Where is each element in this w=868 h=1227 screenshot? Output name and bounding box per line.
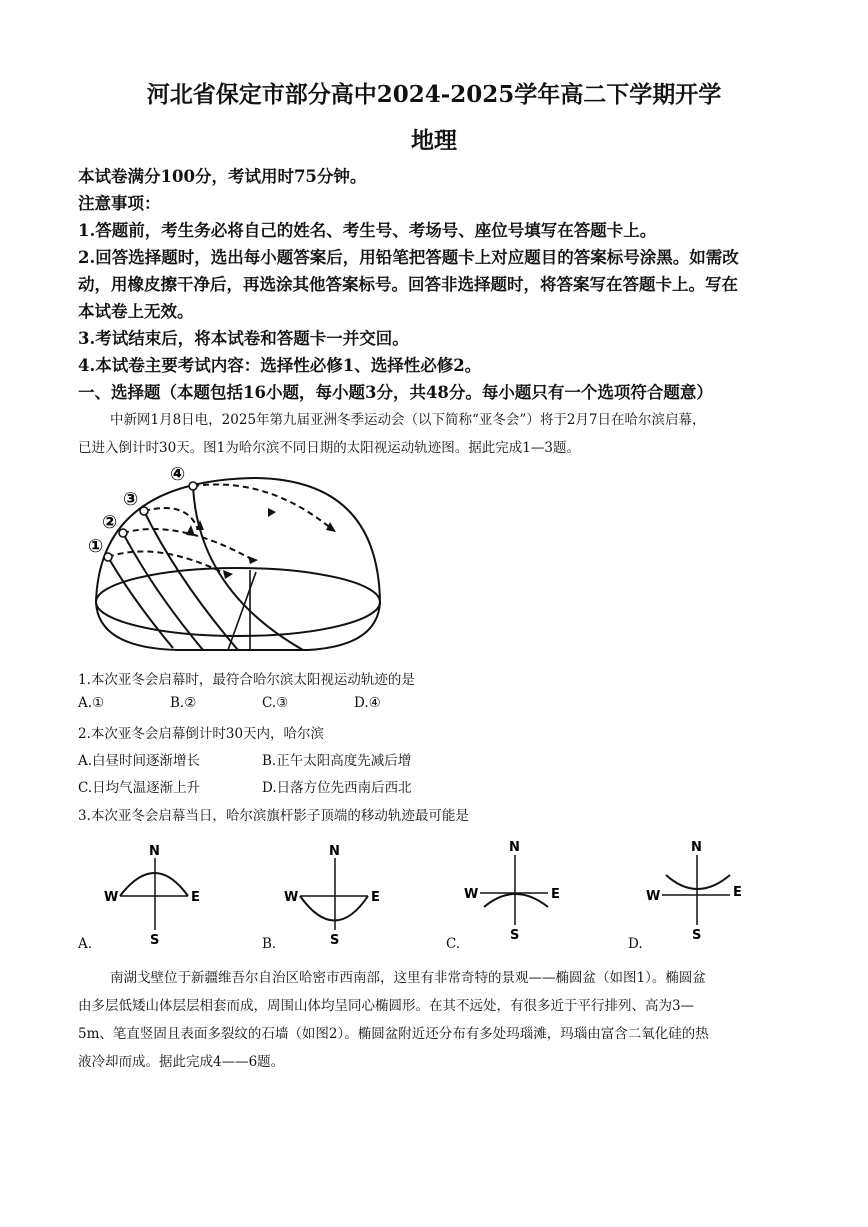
compass-w: W (646, 889, 661, 904)
shadow-path-option-d[interactable] (642, 835, 752, 945)
passage-2-line-2: 由多层低矮山体层层相套而成，周围山体均呈同心椭圆形。在其不远处，有很多近于平行排列、高为3— (78, 998, 695, 1014)
note-2-line-2: 动，用橡皮擦干净后，再选涂其他答案标号。回答非选择题时，将答案写在答题卡上。写在 (78, 275, 738, 294)
q2-option-c[interactable]: C.日均气温逐渐上升 (78, 780, 201, 796)
path-label-4: ④ (170, 464, 186, 485)
shadow-path-option-c[interactable] (460, 835, 570, 945)
compass-w: W (464, 887, 479, 902)
q3-option-a[interactable]: A. (78, 936, 93, 952)
passage-2-line-4: 液冷却而成。据此完成4——6题。 (78, 1054, 285, 1070)
note-3: 3.考试结束后，将本试卷和答题卡一并交回。 (78, 329, 409, 348)
shadow-path-option-a[interactable] (100, 840, 210, 950)
path-label-3: ③ (123, 489, 139, 510)
document-title: 河北省保定市部分高中2024-2025学年高二下学期开学 (146, 81, 722, 108)
compass-n: N (149, 844, 160, 859)
note-1: 1.答题前，考生务必将自己的姓名、考生号、考场号、座位号填写在答题卡上。 (78, 221, 657, 240)
q2-option-a[interactable]: A.白昼时间逐渐增长 (78, 753, 201, 769)
compass-s: S (510, 928, 520, 943)
sun-path-diagram (78, 460, 390, 660)
q2-option-d[interactable]: D.日落方位先西南后西北 (262, 780, 412, 796)
q3-stem: 3.本次亚冬会启幕当日，哈尔滨旗杆影子顶端的移动轨迹最可能是 (78, 808, 469, 824)
shadow-path-option-b[interactable] (280, 840, 390, 950)
note-2-line-1: 2.回答选择题时，选出每小题答案后，用铅笔把答题卡上对应题目的答案标号涂黑。如需改 (78, 248, 739, 267)
q1-option-c[interactable]: C.③ (262, 695, 289, 711)
q3-option-d[interactable]: D. (628, 936, 643, 952)
compass-e: E (733, 885, 742, 900)
q2-stem: 2.本次亚冬会启幕倒计时30天内，哈尔滨 (78, 726, 325, 742)
compass-s: S (692, 928, 702, 943)
passage-2-line-3: 5m、笔直竖固且表面多裂纹的石墙（如图2）。椭圆盆附近还分布有多处玛瑙滩，玛瑙由富含二氧化硅的热 (78, 1026, 709, 1042)
compass-w: W (104, 890, 119, 905)
q1-option-d[interactable]: D.④ (354, 695, 381, 711)
compass-s: S (330, 933, 340, 948)
section-heading: 一、选择题（本题包括16小题，每小题3分，共48分。每小题只有一个选项符合题意） (78, 383, 713, 402)
note-2-line-3: 本试卷上无效。 (78, 302, 194, 321)
q3-option-c[interactable]: C. (446, 936, 461, 952)
q1-option-a[interactable]: A.① (78, 695, 105, 711)
q1-stem: 1.本次亚冬会启幕时，最符合哈尔滨太阳视运动轨迹的是 (78, 672, 415, 688)
compass-n: N (691, 840, 702, 855)
q3-option-b[interactable]: B. (262, 936, 277, 952)
compass-n: N (329, 844, 340, 859)
subject-title: 地理 (411, 127, 457, 154)
path-label-2: ② (102, 512, 118, 533)
passage-2-line-1: 南湖戈壁位于新疆维吾尔自治区哈密市西南部，这里有非常奇特的景观——椭圆盆（如图1）。椭圆盆 (110, 970, 706, 986)
note-4: 4.本试卷主要考试内容：选择性必修1、选择性必修2。 (78, 356, 482, 375)
compass-s: S (150, 933, 160, 948)
compass-w: W (284, 890, 299, 905)
passage-1-line-1: 中新网1月8日电，2025年第九届亚洲冬季运动会（以下简称“亚冬会”）将于2月7日在哈尔滨启幕， (110, 412, 706, 428)
q1-option-b[interactable]: B.② (170, 695, 197, 711)
q2-option-b[interactable]: B.正午太阳高度先减后增 (262, 753, 412, 769)
compass-e: E (551, 887, 560, 902)
compass-e: E (371, 890, 380, 905)
passage-1-line-2: 已进入倒计时30天。图1为哈尔滨不同日期的太阳视运动轨迹图。据此完成1—3题。 (78, 440, 580, 456)
notes-heading: 注意事项： (78, 194, 161, 213)
compass-n: N (509, 840, 520, 855)
score-time-note: 本试卷满分100分，考试用时75分钟。 (78, 167, 367, 186)
compass-e: E (191, 890, 200, 905)
path-label-1: ① (88, 536, 104, 557)
